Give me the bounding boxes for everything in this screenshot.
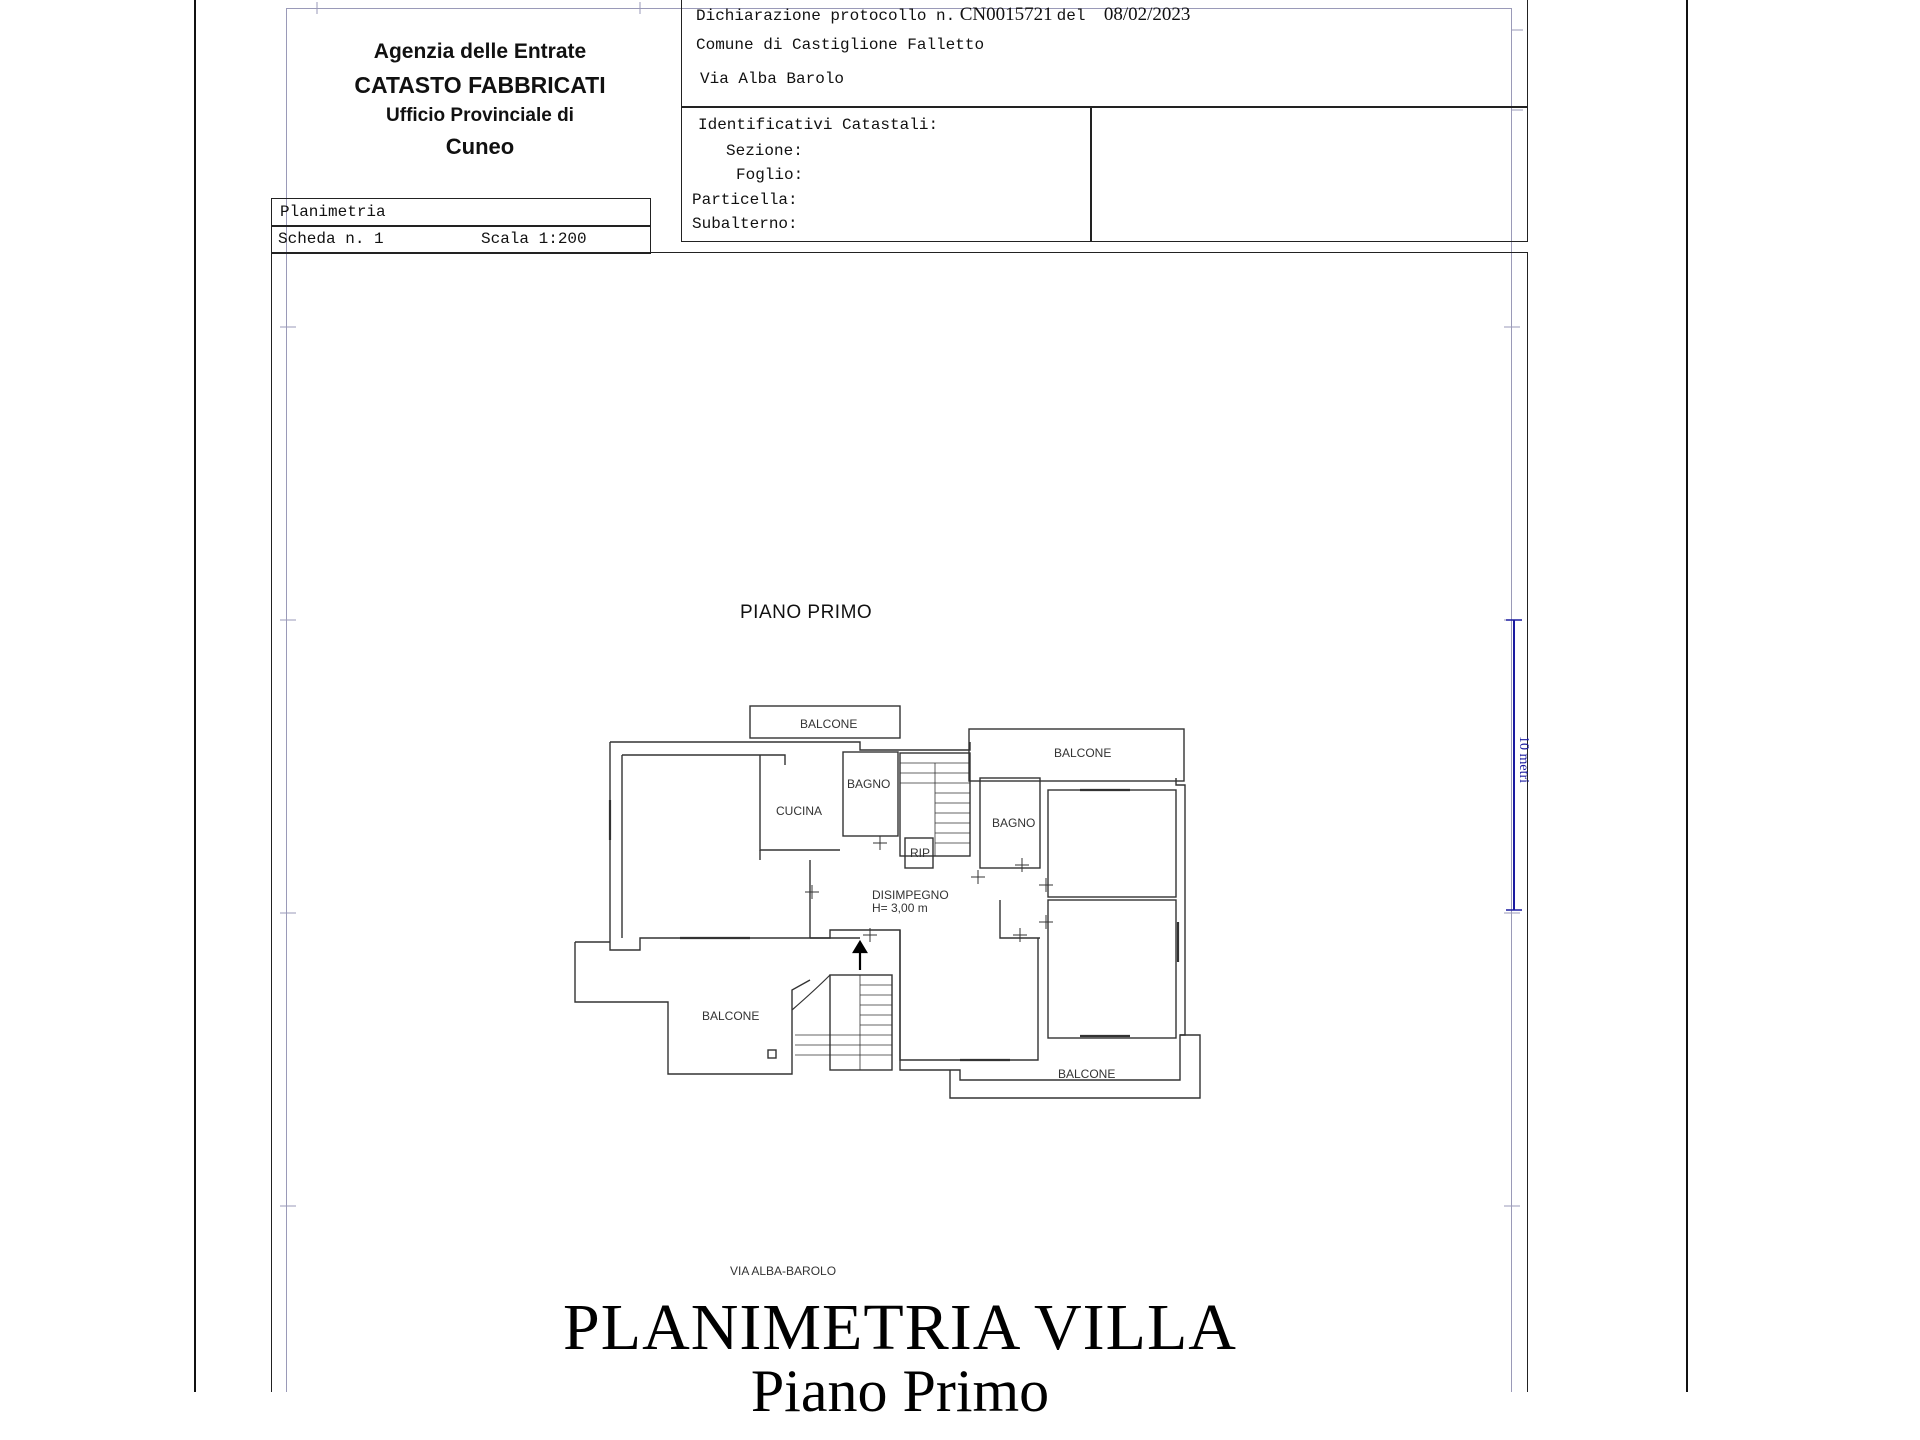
label-balcone-top-left: BALCONE: [800, 717, 858, 731]
bedroom-top-right: [1048, 790, 1176, 897]
floor-title: PIANO PRIMO: [740, 602, 873, 623]
room-bottom-middle: [900, 930, 1038, 1060]
caption-subtitle: Piano Primo: [750, 1358, 1050, 1424]
kitchen-walls: [760, 755, 840, 850]
label-height: H= 3,00 m: [872, 901, 928, 915]
street-label: VIA ALBA-BAROLO: [730, 1264, 837, 1278]
agency-name: Agenzia delle Entrate: [373, 40, 587, 63]
sezione-label: Sezione:: [726, 142, 803, 160]
label-balcone-bottom-left: BALCONE: [702, 1009, 760, 1023]
particella-label: Particella:: [692, 191, 798, 209]
identificativi-label: Identificativi Catastali:: [698, 116, 939, 134]
label-disimpegno: DISIMPEGNO: [872, 888, 949, 902]
planimetria-label: Planimetria: [280, 203, 386, 221]
caption-title: PLANIMETRIA VILLA: [563, 1291, 1237, 1364]
subalterno-label: Subalterno:: [692, 215, 798, 233]
label-cucina: CUCINA: [776, 804, 823, 818]
label-bagno-one: BAGNO: [847, 777, 891, 791]
stair-bottom: [830, 975, 892, 1070]
scale-bar: [1496, 614, 1536, 918]
label-bagno-two: BAGNO: [992, 816, 1036, 830]
label-balcone-top-right: BALCONE: [1054, 746, 1112, 760]
bathroom-one: [843, 752, 898, 836]
comune-label: Comune di Castiglione Falletto: [696, 36, 985, 54]
label-balcone-bottom-right: BALCONE: [1058, 1067, 1116, 1081]
scheda-label: Scheda n. 1: [278, 230, 384, 248]
protocollo-date: 08/02/2023: [1103, 4, 1191, 25]
protocollo-number: CN0015721: [959, 4, 1053, 25]
del-label: del: [1056, 7, 1086, 25]
scale-bar-label: 10 metri: [1516, 736, 1531, 784]
ufficio-label: Ufficio Provinciale di: [386, 105, 574, 126]
bedroom-bottom-right: [1048, 900, 1176, 1038]
scala-label: Scala 1:200: [481, 230, 587, 248]
catasto-title: CATASTO FABBRICATI: [354, 72, 606, 98]
via-label: Via Alba Barolo: [700, 70, 845, 88]
foglio-label: Foglio:: [736, 166, 804, 184]
floor-plan: [560, 690, 1220, 1110]
dichiarazione-label: Dichiarazione protocollo n.: [696, 7, 956, 25]
provincia-label: Cuneo: [445, 134, 515, 159]
balcony-bottom-left: [575, 942, 810, 1074]
label-rip: RIP: [910, 846, 931, 860]
